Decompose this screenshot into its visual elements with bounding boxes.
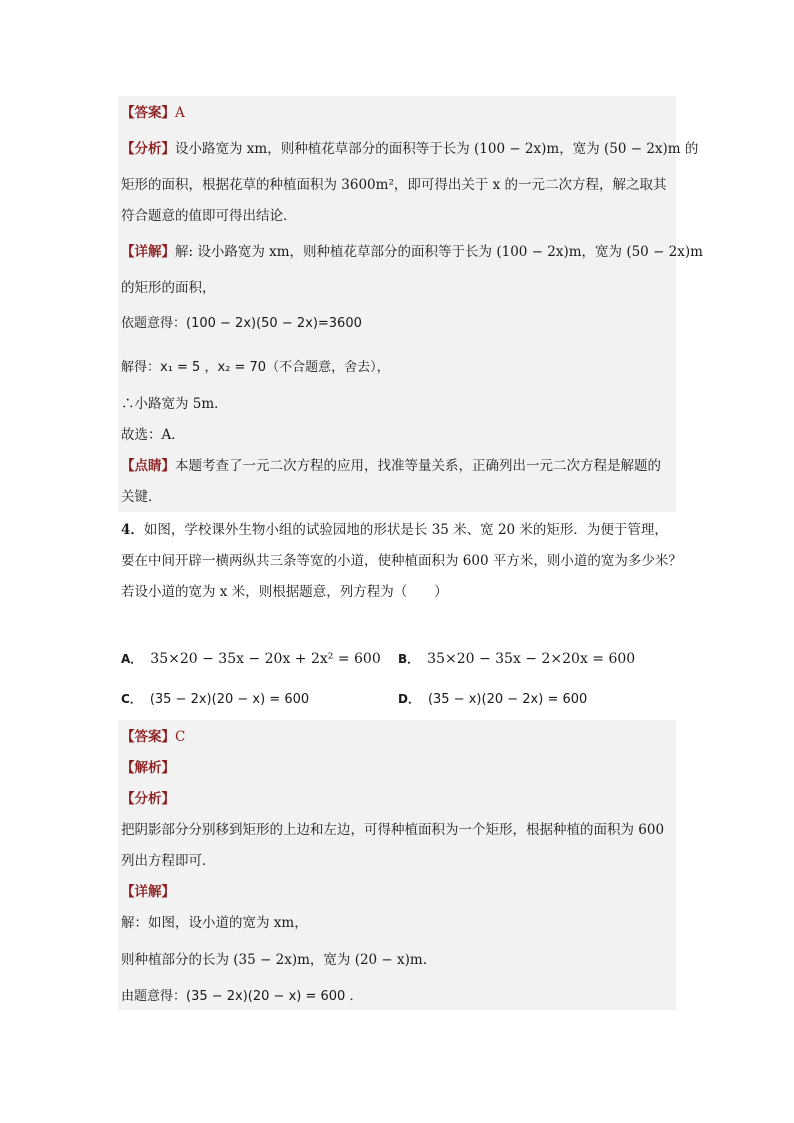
point-text-1: 本题考查了一元二次方程的应用，找准等量关系，正确列出一元二次方程是解题的 — [175, 458, 661, 474]
option-c[interactable] — [121, 689, 309, 710]
option-d-label: D． — [398, 692, 420, 706]
point-tag: 【点睛】 — [121, 458, 175, 474]
question-line-2 — [121, 551, 682, 571]
analysis2-tag: 【分析】 — [121, 791, 175, 807]
detail-text-5: ∴小路宽为 5m． — [121, 396, 228, 412]
answer2-tag: 【答案】 — [121, 729, 175, 745]
option-a-text: 35×20 − 35x − 20x + 2x² = 600 — [150, 651, 381, 667]
detail-text-4: 解得：x₁ = 5 ，x₂ = 70（不合题意，舍去）， — [121, 360, 390, 375]
option-a-label: A． — [121, 652, 143, 666]
analysis-text-1: 设小路宽为 xm，则种植花草部分的面积等于长为 (100 − 2x)m，宽为 (50 − 2x)m 的 — [175, 141, 699, 157]
detail-text-6: 故选：A． — [121, 427, 185, 443]
answer-tag: 【答案】 — [121, 105, 175, 121]
option-d-text: (35 − x)(20 − 2x) = 600 — [427, 692, 588, 707]
option-b[interactable] — [398, 649, 635, 669]
option-b-label: B． — [398, 652, 420, 666]
detail-text-2: 的矩形的面积， — [121, 280, 216, 296]
question-text-1: 如图，学校课外生物小组的试验园地的形状是长 35 米、宽 20 米的矩形．为便于管理， — [143, 522, 668, 538]
detail-text-1: 解: 设小路宽为 xm，则种植花草部分的面积等于长为 (100 − 2x)m，宽为 (50 − 2x)m — [175, 244, 703, 260]
detail-line-3 — [121, 313, 677, 334]
detail-line-6 — [121, 425, 677, 445]
question-number: 4． — [121, 522, 144, 538]
detail-line-1 — [121, 242, 703, 262]
jiexi-tag: 【解析】 — [121, 760, 175, 776]
option-c-text: (35 − 2x)(20 − x) = 600 — [149, 692, 310, 707]
analysis2-tag-line — [121, 789, 677, 809]
analysis-text-2: 矩形的面积，根据花草的种植面积为 3600m²，即可得出关于 x 的一元二次方程，解之取其 — [121, 177, 667, 193]
detail-text-3: 依题意得：(100 − 2x)(50 − 2x)=3600 — [121, 316, 362, 331]
detail-line-5 — [121, 394, 677, 414]
question-line-1 — [121, 520, 677, 540]
detail2-line-2 — [121, 950, 677, 970]
detail2-line-1 — [121, 913, 677, 933]
detail2-line-3 — [121, 986, 677, 1007]
detail2-text-1: 解：如图，设小道的宽为 xm， — [121, 915, 308, 931]
detail2-tag: 【详解】 — [121, 884, 175, 900]
analysis-text-3: 符合题意的值即可得出结论． — [121, 208, 297, 224]
detail-tag: 【详解】 — [121, 244, 175, 260]
point-text-2: 关键． — [121, 489, 162, 505]
point-line-2 — [121, 487, 677, 507]
detail2-tag-line — [121, 882, 677, 902]
option-d[interactable] — [398, 689, 587, 710]
analysis-tag: 【分析】 — [121, 141, 175, 157]
analysis2-text-1: 把阴影部分分别移到矩形的上边和左边，可得种植面积为一个矩形，根据种植的面积为 600 — [121, 822, 665, 838]
analysis2-line-1 — [121, 820, 677, 840]
answer-line-1 — [121, 103, 677, 123]
detail2-text-3: 由题意得：(35 − 2x)(20 − x) = 600 ． — [121, 989, 363, 1004]
answer2-value: C — [175, 729, 186, 745]
analysis2-text-2: 列出方程即可． — [121, 853, 216, 869]
detail-line-2 — [121, 278, 677, 298]
jiexi-line — [121, 758, 677, 778]
option-a[interactable] — [121, 649, 381, 669]
question-text-2: 要在中间开辟一横两纵共三条等宽的小道，使种植面积为 600 平方米，则小道的宽为多少米？ — [121, 553, 682, 569]
analysis-line-2 — [121, 175, 677, 195]
option-b-text: 35×20 − 35x − 2×20x = 600 — [427, 651, 636, 667]
answer2-line — [121, 727, 677, 747]
analysis2-line-2 — [121, 851, 677, 871]
detail2-text-2: 则种植部分的长为 (35 − 2x)m，宽为 (20 − x)m. — [121, 952, 428, 968]
option-c-label: C． — [121, 692, 142, 706]
question-line-3 — [121, 582, 677, 602]
analysis-line-3 — [121, 206, 677, 226]
answer-value: A — [175, 105, 185, 121]
detail-line-4 — [121, 357, 677, 378]
analysis-line-1 — [121, 139, 699, 159]
question-text-3: 若设小道的宽为 x 米，则根据题意，列方程为（ ） — [121, 584, 448, 600]
point-line-1 — [121, 456, 677, 476]
